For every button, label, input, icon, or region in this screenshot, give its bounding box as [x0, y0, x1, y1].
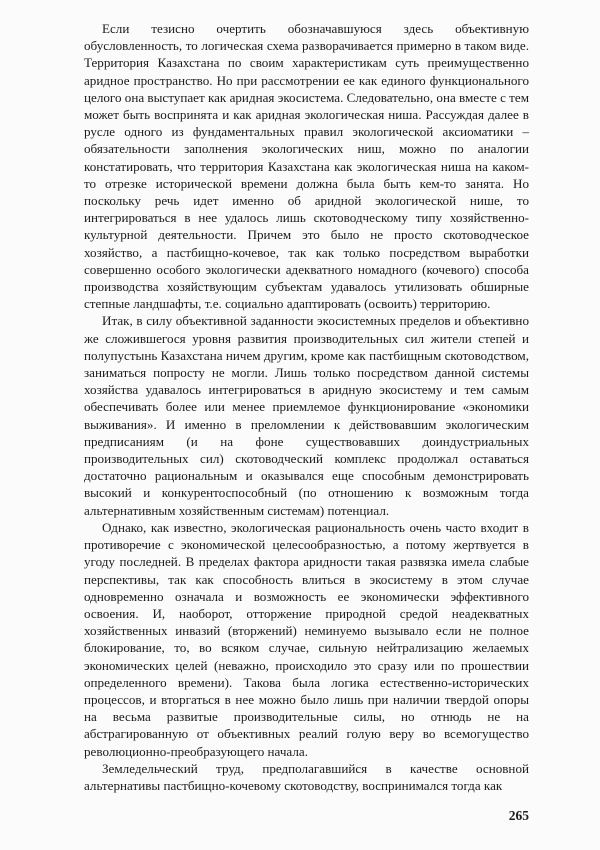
body-text: [84, 20, 529, 794]
paragraph-3: Однако, как известно, экологическая рациональность очень часто входит в противоречие с экономической целесообразностью, а потому жертвуется в угоду последней. В пределах фактора аридности такая развязка имела слабые перспективы, так как способность влиться в экосистему в этом случае одновременно означала и возможность ее экономически эффективного освоения. И, наоборот, отторжение природной средой неадекватных хозяйственных инвазий (вторжений) неминуемо вызывало если не полное блокирование, то, во всяком случае, сильную нейтрализацию желаемых экономических целей (неважно, происходило это сразу или по прошествии определенного времени). Такова была логика естественно-исторических процессов, и вторгаться в нее можно было лишь при наличии твердой опоры на весьма развитые производительные силы, но отнюдь не на абстрагированную от объективных реалий голую веру во всемогущество революционно-преобразующего начала.: [84, 519, 529, 759]
paragraph-2: Итак, в силу объективной заданности экосистемных пределов и объективно же сложившегося уровня развития производительных сил жители степей и полупустынь Казахстана ничем другим, кроме как пастбищным скотоводством, заниматься попросту не могли. Лишь только посредством данной системы хозяйства удавалось интегрироваться в аридную экосистему и тем самым обеспечивать более или менее приемлемое функционирование «экономики выживания». И именно в преломлении к действовавшим экологическим предписаниям (и на фоне существовавших доиндустриальных производительных сил) скотоводческий комплекс продолжал оставаться достаточно рациональным и оказывался еще способным демонстрировать высокий и конкурентоспособный (по отношению к возможным тогда альтернативным хозяйственным системам) потенциал.: [84, 313, 529, 518]
paragraph-4: Земледельческий труд, предполагавшийся в качестве основной альтернативы пастбищно-кочевому скотоводству, воспринимался тогда как: [84, 760, 529, 793]
paragraph-1: Если тезисно очертить обозначавшуюся здесь объективную обусловленность, то логическая схема разворачивается примерно в таком виде. Территория Казахстана по своим характеристикам суть преимущественно аридное пространство. Но при рассмотрении ее как единого функционального целого она выступает как аридная экосистема. Следовательно, она вместе с тем может быть воспринята и как аридная экологическая ниша. Рассуждая далее в русле одного из фундаментальных правил экологической аксиоматики – обязательности заполнения экологических ниш, можно по аналогии констатировать, что территория Казахстана как экологическая ниша на каком-то отрезке исторической времени должна была быть кем-то занята. Но поскольку речь идет именно об аридной экологической нише, то интегрироваться в нее удалось лишь скотоводческому типу хозяйственно-культурной деятельности. Причем это было не просто скотоводческое хозяйство, а пастбищно-кочевое, так как только посредством выработки совершенно особого экологически адекватного номадного (кочевого) способа производства хозяйствующим субъектам удавалось утилизовать обширные степные ландшафты, т.е. социально адаптировать (освоить) территорию.: [84, 21, 529, 312]
page-number: 265: [508, 808, 529, 823]
